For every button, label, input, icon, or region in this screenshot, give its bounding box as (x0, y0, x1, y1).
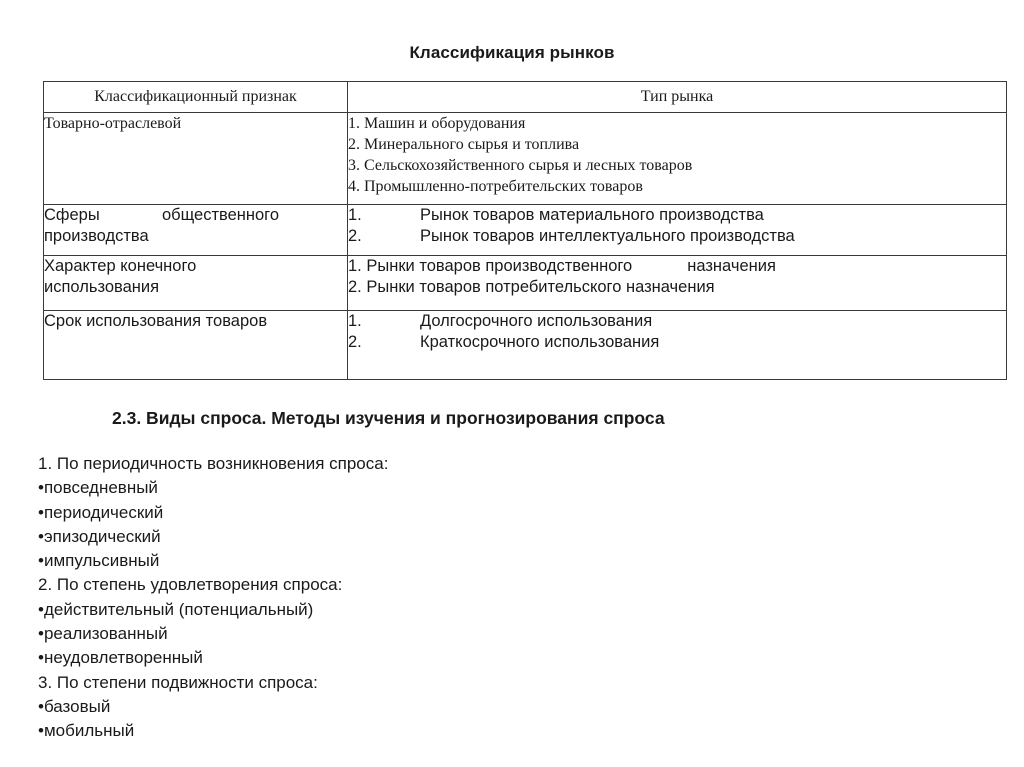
table-header-row (44, 82, 1007, 113)
list-item: •реализованный (38, 624, 168, 644)
list-item: •базовый (38, 696, 111, 716)
criterion-text: Характер конечного (44, 257, 197, 275)
table-row (44, 311, 1007, 380)
section-heading: 2.3. Виды спроса. Методы изучения и прогнозирования спроса (112, 408, 665, 428)
item-text: Долгосрочного использования (420, 312, 653, 330)
item-text: Рынок товаров материального производства (420, 206, 764, 224)
list-heading: 3. По степени подвижности спроса: (38, 672, 318, 692)
criterion-text: Товарно-отраслевой (44, 115, 182, 132)
item-text: 1. Рынки товаров производственного (348, 257, 633, 275)
document-title: Классификация рынков (409, 43, 615, 62)
column-header-criterion: Классификационный признак (44, 82, 348, 113)
list-item: •мобильный (38, 721, 135, 741)
list-heading: 1. По периодичность возникновения спроса: (38, 454, 389, 473)
market-type-item: 2. Минерального сырья и топлива (348, 136, 580, 153)
market-types-cell (348, 113, 1007, 205)
column-header-market-type: Тип рынка (348, 82, 1007, 113)
demand-types-list (38, 452, 388, 744)
market-type-item (348, 277, 1006, 298)
list-item: •неудовлетворенный (38, 648, 203, 668)
market-type-item (348, 226, 1006, 247)
table-row (44, 256, 1007, 311)
item-text: Краткосрочного использования (420, 333, 660, 351)
market-classification-table (43, 81, 1007, 380)
market-type-item (348, 205, 1006, 226)
market-type-item (348, 332, 1006, 353)
list-item: •повседневный (38, 478, 158, 498)
criterion-cell (44, 113, 348, 205)
item-text: 2. Рынки товаров потребительского назначения (348, 278, 715, 296)
item-number: 2. (348, 227, 362, 245)
market-type-item: 3. Сельскохозяйственного сырья и лесных товаров (348, 157, 693, 174)
criterion-text: производства (44, 227, 149, 245)
criterion-text: Сферы (44, 206, 100, 224)
criterion-text: использования (44, 278, 160, 296)
list-item: •импульсивный (38, 551, 160, 571)
item-number: 1. (348, 312, 362, 330)
criterion-text: Срок использования товаров (44, 312, 268, 330)
list-item: •эпизодический (38, 526, 161, 546)
item-number: 2. (348, 333, 362, 351)
item-text: Рынок товаров интеллектуального производства (420, 227, 795, 245)
table-row (44, 113, 1007, 205)
list-item: •действительный (потенциальный) (38, 599, 314, 619)
list-heading: 2. По степень удовлетворения спроса: (38, 575, 343, 595)
criterion-cell (44, 256, 348, 311)
item-number: 1. (348, 206, 362, 224)
market-types-cell (348, 205, 1007, 256)
market-type-item (348, 311, 1006, 332)
table-row (44, 205, 1007, 256)
market-type-item: 4. Промышленно-потребительских товаров (348, 178, 643, 195)
criterion-text: общественного (162, 206, 279, 224)
item-text: назначения (687, 257, 776, 275)
criterion-cell (44, 311, 348, 380)
list-item: •периодический (38, 502, 164, 522)
market-type-item (348, 256, 1006, 277)
criterion-cell (44, 205, 348, 256)
market-type-item: 1. Машин и оборудования (348, 115, 526, 132)
market-types-cell (348, 311, 1007, 380)
market-types-cell (348, 256, 1007, 311)
